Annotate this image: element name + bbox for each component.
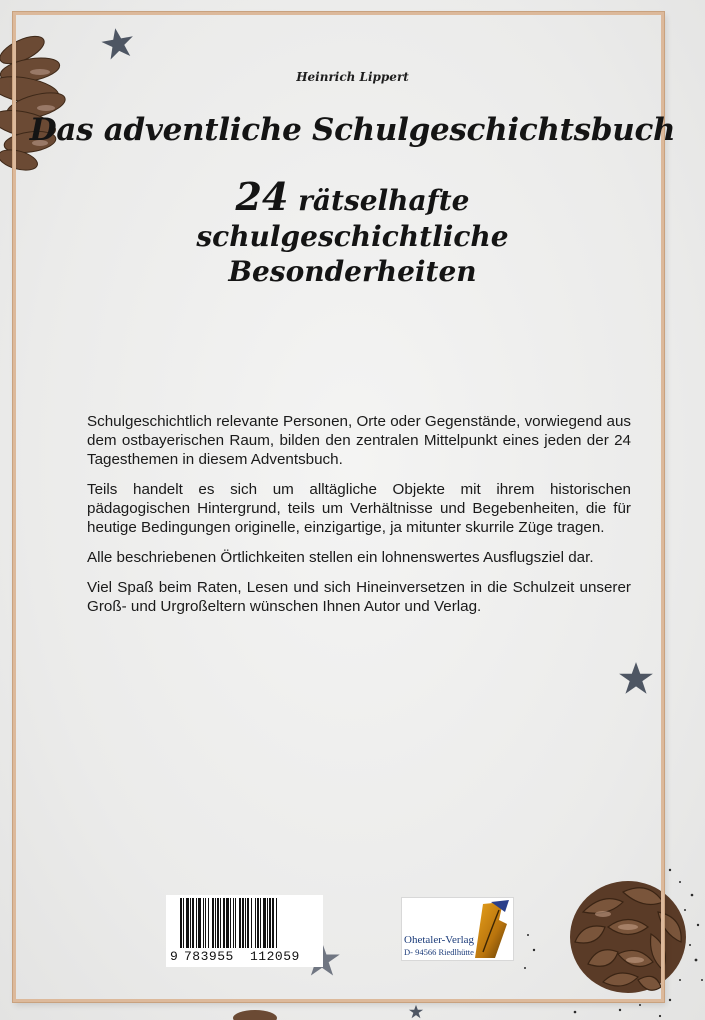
barcode-bar [186, 898, 189, 948]
barcode-bar [196, 898, 197, 948]
barcode-bar [276, 898, 277, 948]
blurb-paragraph: Viel Spaß beim Raten, Lesen und sich Hineinversetzen in die Schulzeit unserer Groß- und Urgroßeltern wünschen Ihnen Autor und Verlag. [87, 579, 631, 615]
blurb-paragraph: Alle beschriebenen Örtlichkeiten stellen ein lohnenswertes Ausflugsziel dar. [87, 549, 594, 566]
blurb-text [87, 412, 631, 627]
blurb-paragraph: Teils handelt es sich um alltägliche Objekte mit ihrem historischen pädagogischen Hintergrund, teils um Verhältnisse und Begebenheiten, die für heutige Bedingungen originelle, einzigartige, ja mitunter skurrile Züge tragen. [87, 481, 631, 536]
barcode-bar [198, 898, 201, 948]
barcode-bar [245, 898, 246, 948]
barcode-bar [217, 898, 219, 948]
barcode-bar [212, 898, 214, 948]
barcode-bar [239, 898, 241, 948]
barcode-bars [170, 898, 319, 948]
barcode-bar [233, 898, 234, 948]
blurb-paragraph: Schulgeschichtlich relevante Personen, Orte oder Gegenstände, vorwiegend aus dem ostbayerischen Raum, bilden den zentralen Mittelpunkt eines jeden der 24 Tagesthemen in diesem Adventsbuch. [87, 413, 631, 468]
barcode-bar [230, 898, 231, 948]
barcode-bar [242, 898, 244, 948]
barcode-bar [272, 898, 274, 948]
barcode-bar [215, 898, 216, 948]
publisher-logo [401, 897, 514, 961]
barcode-bar [267, 898, 268, 948]
barcode-first-digit: 9 [170, 949, 179, 964]
barcode-bar [220, 898, 221, 948]
barcode-bar [192, 898, 194, 948]
subtitle-number: 24 [235, 174, 289, 219]
publisher-name: Ohetaler-Verlag [404, 934, 475, 946]
author-name: Heinrich Lippert [296, 70, 409, 84]
barcode-bar [247, 898, 249, 948]
barcode-bar [208, 898, 209, 948]
barcode-bar [203, 898, 204, 948]
barcode-bar [251, 898, 252, 948]
barcode-bar [257, 898, 259, 948]
barcode-digits [170, 949, 319, 964]
publisher-address: D- 94566 Riedlhütte [404, 947, 474, 957]
subtitle-line1: rätselhafte [298, 184, 470, 217]
subtitle-line2: schulgeschichtliche [196, 220, 509, 254]
book-title: Das adventliche Schulgeschichtsbuch [29, 112, 676, 148]
barcode-bar [255, 898, 256, 948]
barcode-bar [235, 898, 236, 948]
barcode-bar [263, 898, 266, 948]
barcode-bar [223, 898, 225, 948]
barcode-group-2: 112059 [250, 949, 300, 964]
barcode-bar [190, 898, 191, 948]
barcode-bar [269, 898, 271, 948]
pine-cone-icon [232, 1008, 278, 1020]
star-icon [405, 1004, 427, 1020]
quill-icon [469, 900, 511, 960]
barcode-bar [205, 898, 206, 948]
book-subtitle [0, 174, 705, 289]
isbn-barcode [166, 895, 323, 967]
barcode-bar [183, 898, 184, 948]
barcode-bar [226, 898, 229, 948]
barcode-group-1: 783955 [184, 949, 234, 964]
barcode-bar [260, 898, 261, 948]
subtitle-line3: Besonderheiten [228, 254, 477, 288]
barcode-bar [180, 898, 182, 948]
